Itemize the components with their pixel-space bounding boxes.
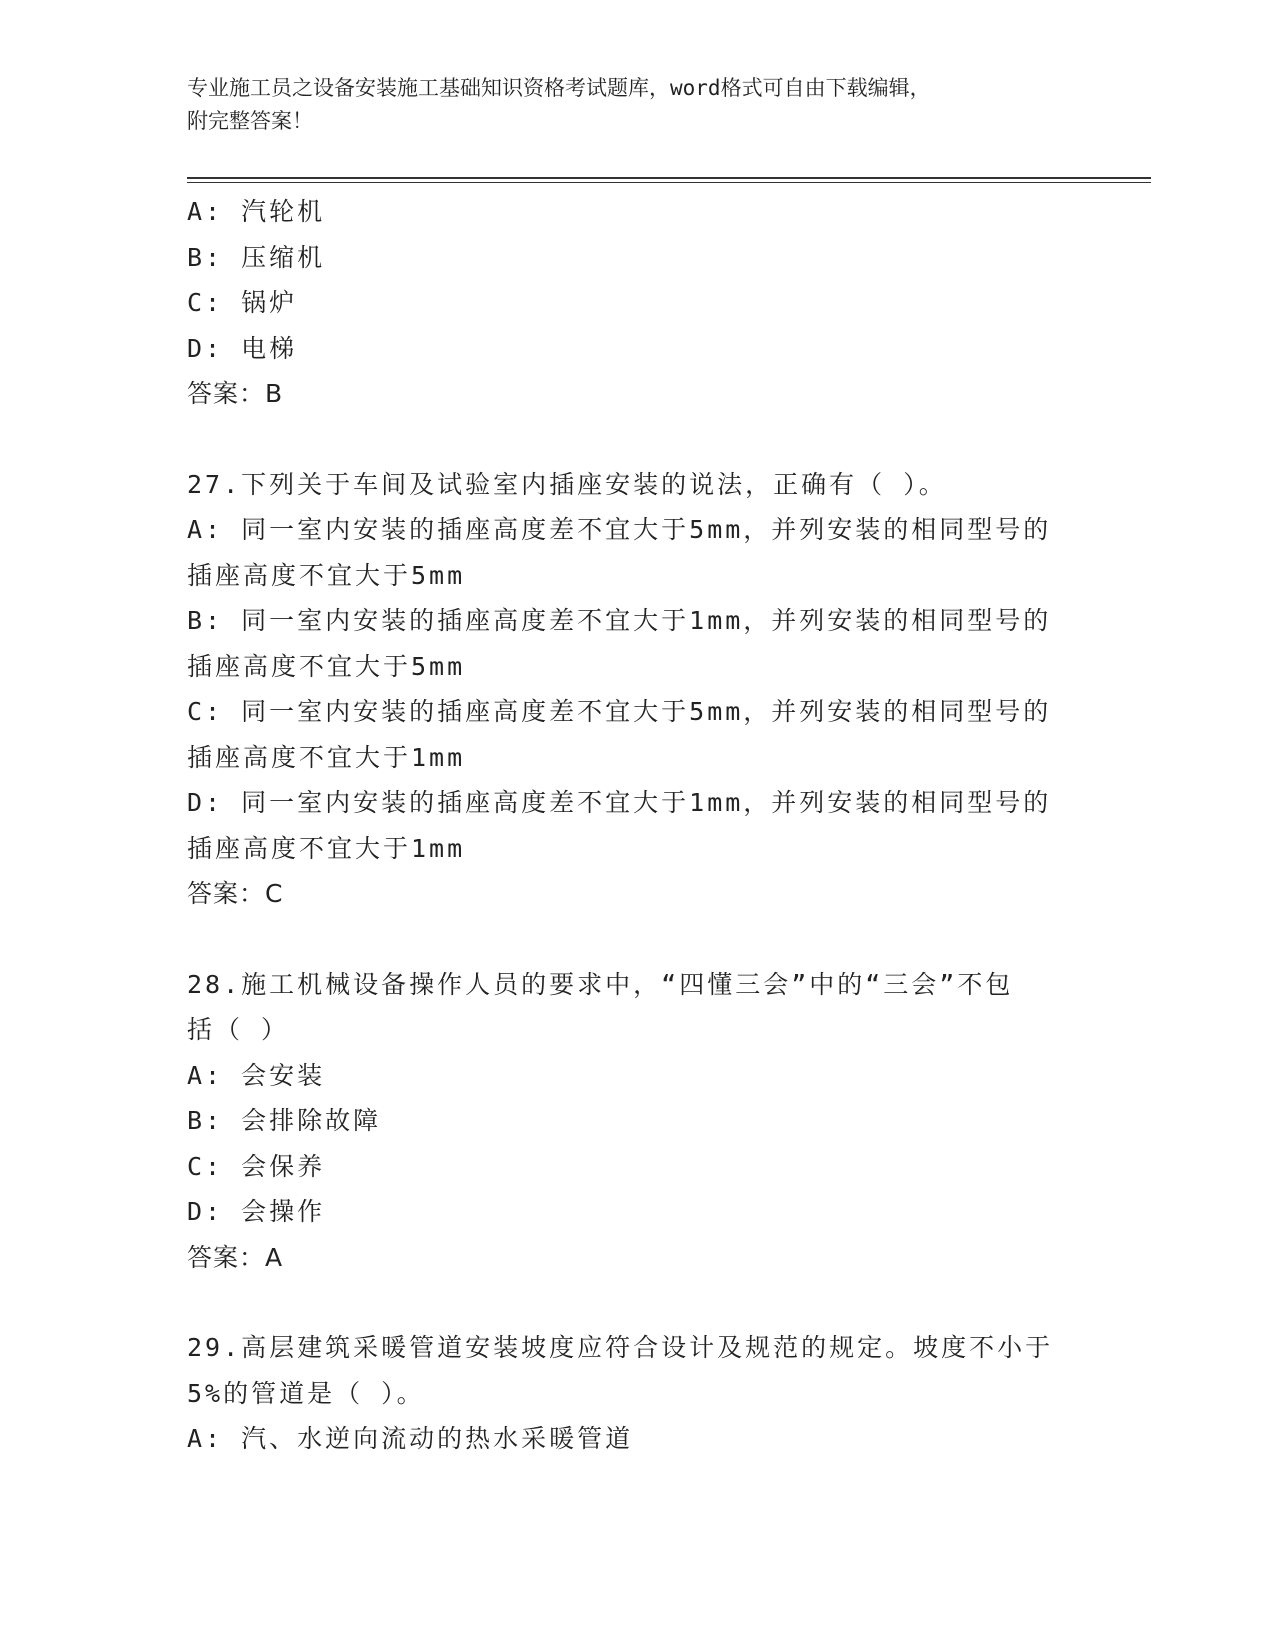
question-list bbox=[187, 189, 1087, 1462]
document-header bbox=[187, 72, 1087, 138]
q26-option-d: D: 电梯 bbox=[187, 333, 298, 363]
q28-option-d: D: 会操作 bbox=[187, 1197, 326, 1226]
header-rule-thin bbox=[187, 182, 1151, 183]
q27-option-a-cont: 插座高度不宜大于5mm bbox=[187, 560, 466, 590]
q27-answer: 答案：C bbox=[187, 879, 284, 908]
header-line-2: 附完整答案！ bbox=[187, 109, 313, 133]
q26-option-a: A: 汽轮机 bbox=[187, 197, 326, 226]
q29-question-line-2: 5%的管道是（ ）。 bbox=[187, 1378, 425, 1408]
header-line-1: 专业施工员之设备安装施工基础知识资格考试题库，word格式可自由下载编辑， bbox=[187, 76, 931, 100]
q28-option-a: A: 会安装 bbox=[187, 1060, 326, 1090]
q28-option-c: C: 会保养 bbox=[187, 1151, 326, 1181]
q27-option-a: A: 同一室内安装的插座高度差不宜大于5mm，并列安装的相同型号的 bbox=[187, 515, 1052, 544]
q26-option-b: B: 压缩机 bbox=[187, 242, 326, 272]
q26-answer: 答案：B bbox=[187, 379, 284, 408]
header-rule-thick bbox=[187, 177, 1151, 179]
q28-option-b: B: 会排除故障 bbox=[187, 1106, 382, 1135]
q27-option-c-cont: 插座高度不宜大于1mm bbox=[187, 742, 466, 772]
q26-option-c: C: 锅炉 bbox=[187, 288, 298, 317]
q27-option-b: B: 同一室内安装的插座高度差不宜大于1mm，并列安装的相同型号的 bbox=[187, 606, 1052, 635]
q28-answer: 答案：A bbox=[187, 1242, 284, 1272]
q27-option-d-cont: 插座高度不宜大于1mm bbox=[187, 833, 466, 863]
q28-question-line-2: 括（ ） bbox=[187, 1015, 290, 1044]
q27-question: 27.下列关于车间及试验室内插座安装的说法，正确有（ ）。 bbox=[187, 469, 947, 499]
q28-question-line-1: 28.施工机械设备操作人员的要求中，“四懂三会”中的“三会”不包 bbox=[187, 969, 1014, 999]
q27-option-b-cont: 插座高度不宜大于5mm bbox=[187, 651, 466, 681]
q27-option-c: C: 同一室内安装的插座高度差不宜大于5mm，并列安装的相同型号的 bbox=[187, 697, 1052, 726]
q27-option-d: D: 同一室内安装的插座高度差不宜大于1mm，并列安装的相同型号的 bbox=[187, 788, 1052, 817]
q29-question-line-1: 29.高层建筑采暖管道安装坡度应符合设计及规范的规定。坡度不小于 bbox=[187, 1333, 1054, 1362]
q29-option-a: A: 汽、水逆向流动的热水采暖管道 bbox=[187, 1424, 634, 1453]
